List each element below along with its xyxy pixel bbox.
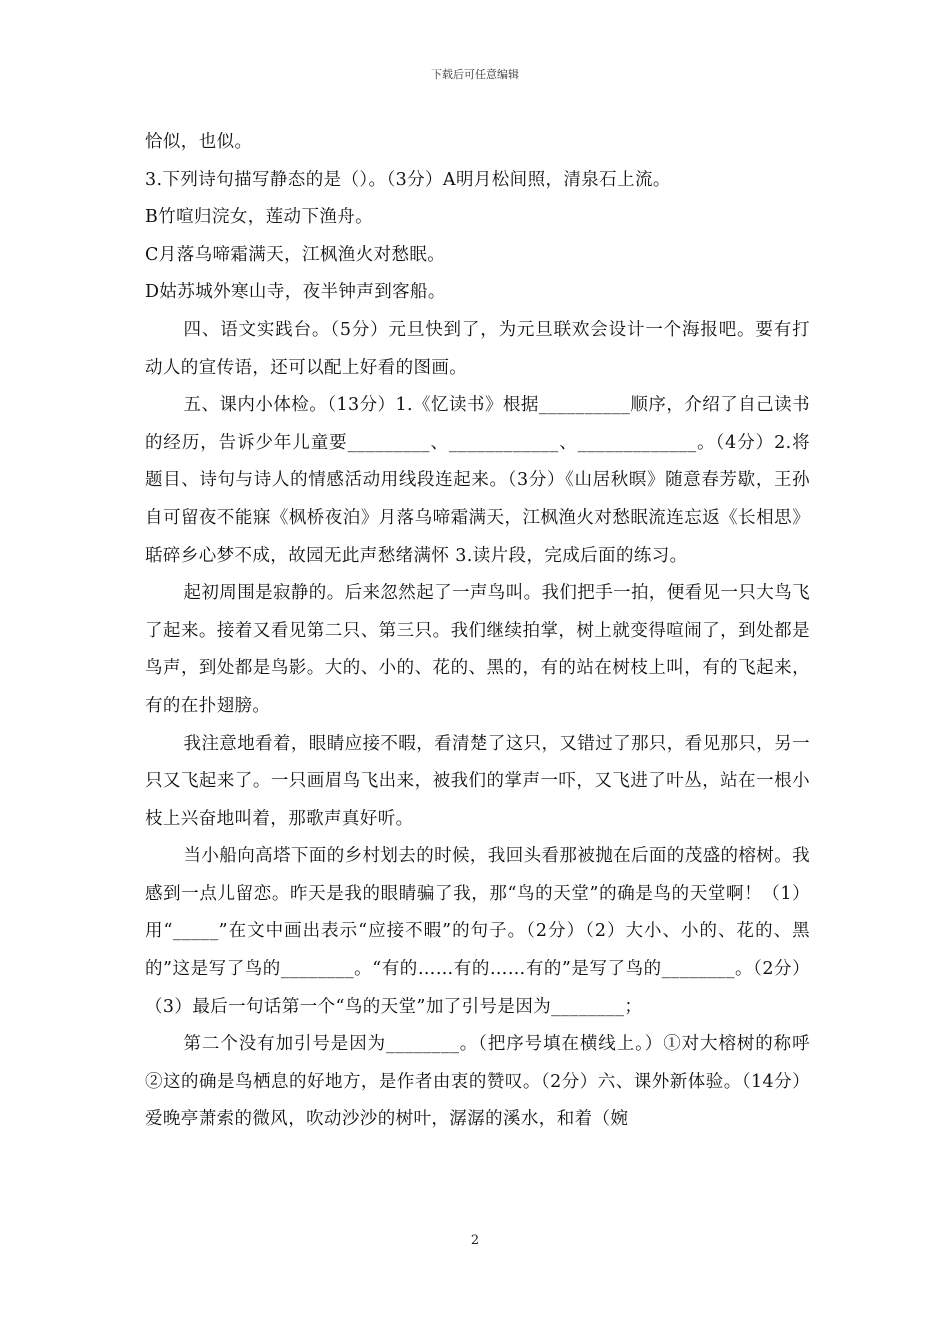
paragraph-11: 第二个没有加引号是因为________。（把序号填在横线上。）①对大榕树的称呼②这的确是鸟栖息的好地方，是作者由衷的赞叹。（2分）六、课外新体验。（14分）爱晚亭萧索的微风，吹动沙沙的树叶，潺潺的溪水，和着（婉 xyxy=(145,1034,810,1130)
paragraph-7: 五、课内小体检。（13分）1.《忆读书》根据__________顺序，介绍了自己读书的经历，告诉少年儿童要_________、____________、_____________。（4分）2.将题目、诗句与诗人的情感活动用线段连起来。（3分）《山居秋暝》随意春芳歇，王孙自可留夜不能寐《枫桥夜泊》月落乌啼霜满天，江枫渔火对愁眠流连忘返《长相思》聒碎乡心梦不成，故园无此声愁绪满怀 3.读片段，完成后面的练习。 xyxy=(145,395,810,566)
paragraph-6: 四、语文实践台。（5分）元旦快到了，为元旦联欢会设计一个海报吧。要有打动人的宣传语，还可以配上好看的图画。 xyxy=(145,319,810,378)
paragraph-10: 当小船向高塔下面的乡村划去的时候，我回头看那被抛在后面的茂盛的榕树。我感到一点儿留恋。昨天是我的眼睛骗了我，那“鸟的天堂”的确是鸟的天堂啊！（1）用“_____”在文中画出表示“应接不暇”的句子。（2分）（2）大小、小的、花的、黑的”这是写了鸟的________。“有的……有的……有的”是写了鸟的________。（2分）（3）最后一句话第一个“鸟的天堂”加了引号是因为________； xyxy=(145,846,810,1017)
page-number: 2 xyxy=(470,1233,480,1248)
page-header: 下载后可任意编辑 xyxy=(431,68,519,81)
paragraph-3: B竹喧归浣女，莲动下渔舟。 xyxy=(145,207,374,228)
paragraph-2: 3.下列诗句描写静态的是（）。（3分）A明月松间照，清泉石上流。 xyxy=(145,169,671,190)
paragraph-5: D姑苏城外寒山寺，夜半钟声到客船。 xyxy=(145,282,446,303)
paragraph-1: 恰似，也似。 xyxy=(145,132,253,152)
paragraph-8: 起初周围是寂静的。后来忽然起了一声鸟叫。我们把手一拍，便看见一只大鸟飞了起来。接着又看见第二只、第三只。我们继续拍掌，树上就变得喧闹了，到处都是鸟声，到处都是鸟影。大的、小的、花的、黑的，有的站在树枝上叫，有的飞起来，有的在扑翅膀。 xyxy=(145,583,810,716)
paragraph-9: 我注意地看着，眼睛应接不暇，看清楚了这只，又错过了那只，看见那只，另一只又飞起来了。一只画眉鸟飞出来，被我们的掌声一吓，又飞进了叶丛，站在一根小枝上兴奋地叫着，那歌声真好听。 xyxy=(145,733,810,829)
paragraph-4: C月落乌啼霜满天，江枫渔火对愁眠。 xyxy=(145,244,446,265)
document-body xyxy=(145,124,810,1139)
